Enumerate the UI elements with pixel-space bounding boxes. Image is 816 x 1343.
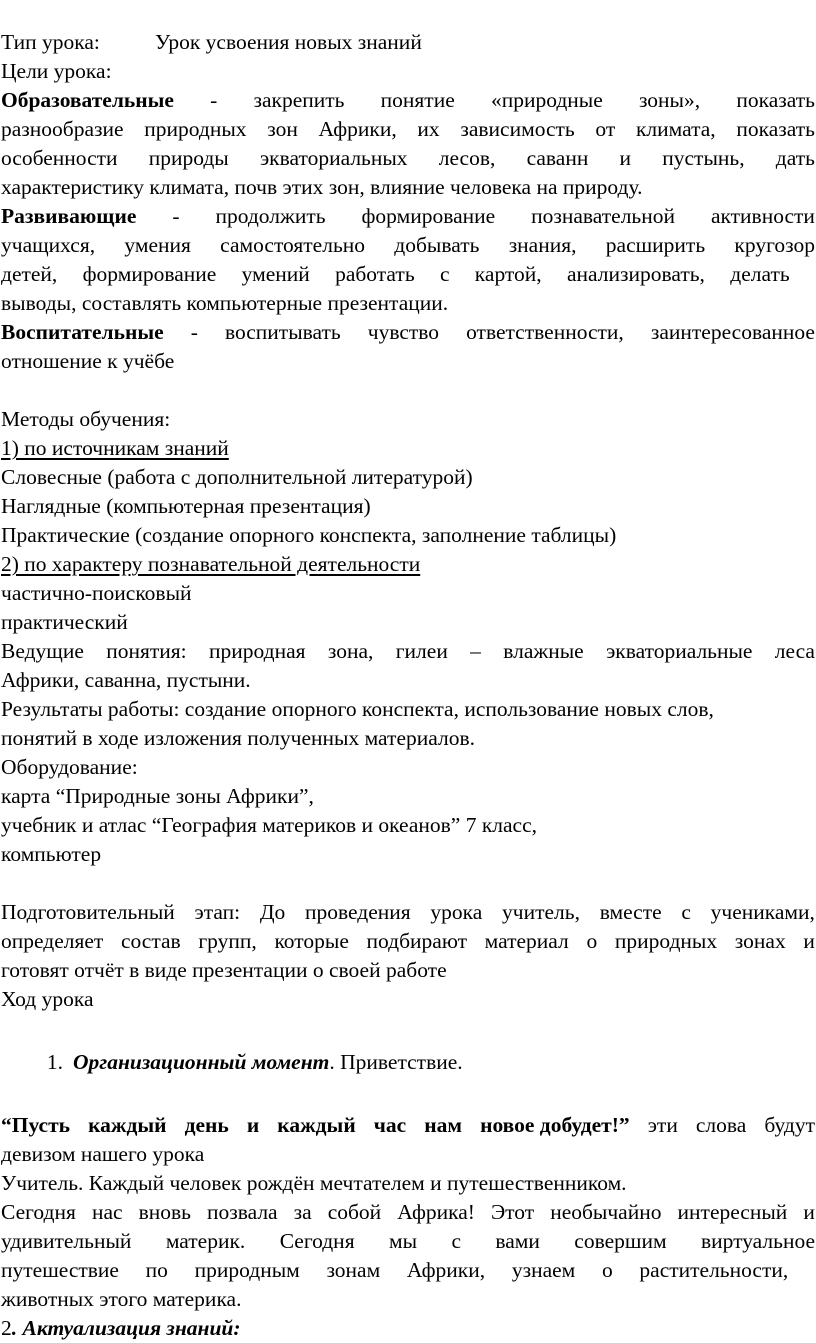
lesson-flow-heading: Ход урока [1, 987, 94, 1011]
step-2-title: . Актуализация знаний: [11, 1316, 241, 1340]
lesson-type-label: Тип урока: [1, 30, 100, 54]
goals-developing-line-1: Развивающие - продолжить формирование познавательной активности [0, 202, 815, 231]
goals-upbringing-line-1: Воспитательные - воспитывать чувство ответственности, заинтересованное [0, 318, 815, 347]
teacher-line: Учитель. Каждый человек рождён мечтателем и путешественником. [1, 1171, 627, 1195]
spacer [0, 869, 816, 898]
equipment-item: компьютер [1, 842, 102, 866]
goals-educational-line-3: особенности природы экваториальных лесов, саванн и пустынь, дать [1, 146, 815, 170]
methods-sources-heading: 1) по источникам знаний [1, 436, 229, 460]
methods-item: Практические (создание опорного конспекта, заполнение таблицы) [1, 523, 617, 547]
step-2-number: 2 [1, 1316, 12, 1340]
goals-developing-line-3: детей, формирование умений работать с картой, анализировать, делать [1, 262, 790, 286]
results-line-1: Результаты работы: создание опорного конспекта, использование новых слов, [1, 697, 714, 721]
results-line-2: понятий в ходе изложения полученных материалов. [1, 726, 475, 750]
step-2-line [0, 1314, 816, 1343]
goals-developing-line-2: учащихся, умения самостоятельно добывать знания, расширить кругозор [1, 233, 815, 257]
goals-developing-line-4: выводы, составлять компьютерные презентации. [1, 291, 449, 315]
step-1-title: Организационный момент [73, 1050, 330, 1074]
intro-line-2: удивительный материк. Сегодня мы с вами совершим виртуальное [1, 1229, 815, 1253]
goals-educational-label: Образовательные [1, 88, 174, 112]
prep-stage-line-2: определяет состав групп, которые подбирают материал о природных зонах и [1, 929, 815, 953]
spacer [0, 1077, 816, 1111]
motto-line-2: девизом нашего урока [1, 1142, 205, 1166]
goals-educational-line-1: Образовательные - закрепить понятие «природные зоны», показать [0, 86, 815, 115]
motto-line-1: “Пусть каждый день и каждый час нам новое добудет!” эти слова будут [1, 1113, 815, 1137]
goals-educational-line-2: разнообразие природных зон Африки, их зависимость от климата, показать [1, 117, 815, 141]
step-1-line [0, 1048, 816, 1077]
methods-heading: Методы обучения: [1, 407, 171, 431]
methods-activity-heading: 2) по характеру познавательной деятельности [1, 552, 421, 576]
lesson-type-line [0, 28, 816, 57]
goals-developing-label: Развивающие [1, 204, 137, 228]
equipment-item: учебник и атлас “География материков и океанов” 7 класс, [1, 813, 538, 837]
key-concepts-line-2: Африки, саванна, пустыни. [1, 668, 251, 692]
goals-upbringing-line-2: отношение к учёбе [1, 349, 175, 373]
intro-line-1: Сегодня нас вновь позвала за собой Африка! Этот необычайно интересный и [1, 1200, 815, 1224]
methods-item: практический [1, 610, 128, 634]
spacer [0, 1014, 816, 1048]
goals-educational-line-4: характеристику климата, почв этих зон, влияние человека на природу. [1, 175, 643, 199]
equipment-heading: Оборудование: [1, 755, 138, 779]
prep-stage-line-3: готовят отчёт в виде презентации о своей работе [1, 958, 447, 982]
key-concepts-line-1: Ведущие понятия: природная зона, гилеи – влажные экваториальные леса [1, 639, 815, 663]
methods-item: частично-поисковый [1, 581, 192, 605]
methods-item: Словесные (работа с дополнительной литературой) [1, 465, 473, 489]
prep-stage-line-1: Подготовительный этап: До проведения урока учитель, вместе с учениками, [1, 900, 815, 924]
intro-line-3: путешествие по природным зонам Африки, узнаем о растительности, [1, 1258, 789, 1282]
step-1-number: 1. [46, 1050, 63, 1074]
goals-upbringing-label: Воспитательные [1, 320, 164, 344]
lesson-type-value: Урок усвоения новых знаний [155, 30, 422, 54]
equipment-item: карта “Природные зоны Африки”, [1, 784, 314, 808]
intro-line-4: животных этого материка. [1, 1287, 242, 1311]
step-1-text: . Приветствие. [329, 1050, 463, 1074]
goals-heading: Цели урока: [1, 59, 112, 83]
methods-item: Наглядные (компьютерная презентация) [1, 494, 371, 518]
spacer [0, 376, 816, 405]
